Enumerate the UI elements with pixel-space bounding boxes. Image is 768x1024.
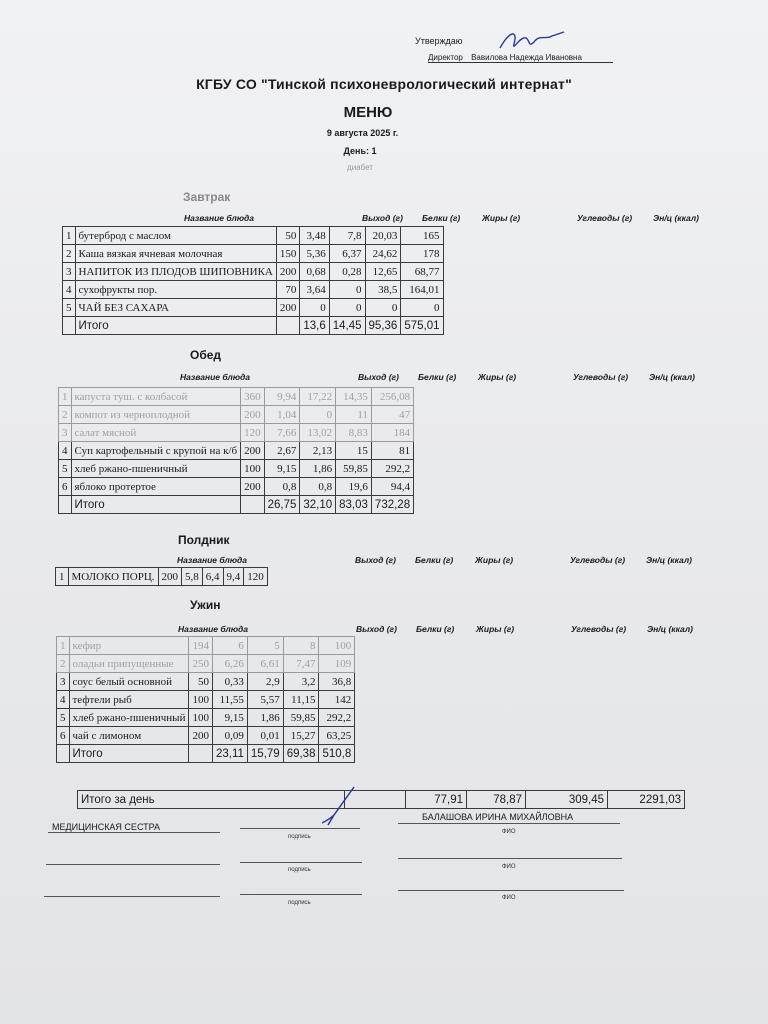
total-row	[59, 496, 414, 514]
row-number: 4	[63, 281, 76, 299]
dish-proteins: 9,15	[212, 709, 247, 727]
total-carbs: 95,36	[365, 317, 401, 335]
total-energy: 575,01	[401, 317, 443, 335]
row-number: 2	[63, 245, 76, 263]
dish-fats: 0	[329, 299, 365, 317]
total-empty-cell	[57, 745, 70, 763]
column-header: Белки (г)	[418, 372, 457, 382]
dish-fats: 0,8	[300, 478, 336, 496]
row-number: 1	[63, 227, 76, 245]
dish-energy: 165	[401, 227, 443, 245]
column-header: Эн/ц (ккал)	[647, 624, 693, 634]
meal-table	[58, 387, 414, 514]
row-number: 6	[57, 727, 70, 745]
column-header: Выход (г)	[356, 624, 397, 634]
dish-carbs: 14,35	[336, 388, 372, 406]
total-energy: 732,28	[371, 496, 413, 514]
table-row	[57, 637, 355, 655]
dish-energy: 292,2	[319, 709, 355, 727]
row-number: 6	[59, 478, 72, 496]
approved-label: Утверждаю	[415, 36, 463, 46]
signature-caption-1: подпись	[288, 834, 311, 840]
dish-name: НАПИТОК ИЗ ПЛОДОВ ШИПОВНИКА	[75, 263, 276, 281]
row-number: 4	[57, 691, 70, 709]
fio-caption-2: ФИО	[502, 864, 516, 870]
dish-carbs: 11	[336, 406, 372, 424]
dish-output: 70	[276, 281, 300, 299]
dish-name: оладьи припущенные	[69, 655, 189, 673]
total-proteins: 26,75	[264, 496, 300, 514]
dish-name: салат мясной	[71, 424, 241, 442]
day-total-carbs: 309,45	[526, 791, 608, 809]
dish-proteins: 0,68	[300, 263, 329, 281]
dish-proteins: 0,8	[264, 478, 300, 496]
column-header: Выход (г)	[358, 372, 399, 382]
dish-output: 100	[241, 460, 265, 478]
table-row	[57, 709, 355, 727]
total-label: Итого	[75, 317, 276, 335]
table-row	[57, 673, 355, 691]
dish-carbs: 38,5	[365, 281, 401, 299]
director-signature-icon	[490, 26, 570, 56]
row-number: 1	[59, 388, 72, 406]
column-header: Углеводы (г)	[570, 555, 626, 565]
dish-proteins: 6	[212, 637, 247, 655]
dish-carbs: 15	[336, 442, 372, 460]
dish-fats: 2,13	[300, 442, 336, 460]
total-row	[57, 745, 355, 763]
total-output	[276, 317, 300, 335]
dish-proteins: 0	[300, 299, 329, 317]
row-number: 3	[57, 673, 70, 691]
table-row	[59, 442, 414, 460]
row-number: 1	[56, 568, 69, 586]
dish-energy: 36,8	[319, 673, 355, 691]
dish-output: 360	[241, 388, 265, 406]
dish-proteins: 0,09	[212, 727, 247, 745]
dish-carbs: 15,27	[283, 727, 319, 745]
dish-output: 200	[276, 299, 300, 317]
pen-mark-icon	[320, 785, 360, 830]
total-proteins: 23,11	[212, 745, 247, 763]
director-label: Директор	[428, 53, 463, 62]
dish-output: 200	[241, 442, 265, 460]
signature-caption-2: подпись	[288, 867, 311, 873]
meal-title: Завтрак	[183, 190, 231, 204]
dish-name: Каша вязкая ячневая молочная	[75, 245, 276, 263]
dish-output: 120	[241, 424, 265, 442]
dish-energy: 68,77	[401, 263, 443, 281]
total-empty-cell	[63, 317, 76, 335]
nurse-name: БАЛАШОВА ИРИНА МИХАЙЛОВНА	[422, 812, 574, 822]
dish-proteins: 9,94	[264, 388, 300, 406]
column-header: Название блюда	[184, 213, 255, 223]
column-header: Углеводы (г)	[571, 624, 627, 634]
dish-proteins: 7,66	[264, 424, 300, 442]
dish-energy: 63,25	[319, 727, 355, 745]
column-header: Белки (г)	[422, 213, 461, 223]
dish-output: 200	[241, 478, 265, 496]
row-number: 3	[63, 263, 76, 281]
table-row	[59, 406, 414, 424]
signature-caption-3: подпись	[288, 900, 311, 906]
dish-carbs: 20,03	[365, 227, 401, 245]
meal-table	[56, 636, 355, 763]
dish-proteins: 3,48	[300, 227, 329, 245]
dish-carbs: 8,83	[336, 424, 372, 442]
row-number: 2	[59, 406, 72, 424]
table-row	[63, 245, 444, 263]
menu-title: МЕНЮ	[343, 104, 393, 121]
dish-name: чай с лимоном	[69, 727, 189, 745]
dish-energy: 142	[319, 691, 355, 709]
dish-energy: 109	[319, 655, 355, 673]
dish-name: соус белый основной	[69, 673, 189, 691]
total-fats: 15,79	[247, 745, 283, 763]
dish-energy: 81	[371, 442, 413, 460]
table-row	[59, 460, 414, 478]
total-fats: 14,45	[329, 317, 365, 335]
column-header: Название блюда	[177, 555, 248, 565]
meal-table	[55, 567, 268, 586]
dish-carbs: 59,85	[336, 460, 372, 478]
total-carbs: 83,03	[336, 496, 372, 514]
table-row	[63, 299, 444, 317]
column-header: Белки (г)	[416, 624, 455, 634]
dish-fats: 1,86	[300, 460, 336, 478]
organization-title: КГБУ СО "Тинской психоневрологический интернат"	[196, 76, 572, 92]
meal-table	[62, 226, 444, 335]
dish-name: ЧАЙ БЕЗ САХАРА	[75, 299, 276, 317]
dish-carbs: 24,62	[365, 245, 401, 263]
dish-carbs: 19,6	[336, 478, 372, 496]
dish-name: сухофрукты пор.	[75, 281, 276, 299]
table-row	[59, 388, 414, 406]
day-total-energy: 2291,03	[608, 791, 685, 809]
table-row	[63, 263, 444, 281]
dish-output: 100	[189, 709, 213, 727]
day-total-table	[77, 790, 685, 809]
table-row	[57, 655, 355, 673]
fio-caption-1: ФИО	[502, 829, 516, 835]
dish-output: 50	[189, 673, 213, 691]
meal-title: Обед	[190, 348, 222, 362]
dish-fats: 5,57	[247, 691, 283, 709]
table-row	[56, 568, 268, 586]
column-header: Эн/ц (ккал)	[646, 555, 692, 565]
dish-carbs: 59,85	[283, 709, 319, 727]
total-output	[241, 496, 265, 514]
nurse-label: МЕДИЦИНСКАЯ СЕСТРА	[52, 822, 161, 832]
dish-proteins: 1,04	[264, 406, 300, 424]
dish-name: тефтели рыб	[69, 691, 189, 709]
diet-label: диабет	[347, 163, 373, 172]
dish-proteins: 0,33	[212, 673, 247, 691]
column-header: Углеводы (г)	[577, 213, 633, 223]
table-row	[59, 424, 414, 442]
dish-output: 200	[241, 406, 265, 424]
column-header: Жиры (г)	[476, 624, 515, 634]
menu-day: День: 1	[343, 146, 377, 156]
dish-name: Суп картофельный с крупой на к/б	[71, 442, 241, 460]
dish-carbs: 11,15	[283, 691, 319, 709]
dish-carbs: 3,2	[283, 673, 319, 691]
table-row	[63, 227, 444, 245]
table-row	[63, 281, 444, 299]
dish-fats: 0,01	[247, 727, 283, 745]
dish-name: кефир	[69, 637, 189, 655]
dish-energy: 164,01	[401, 281, 443, 299]
column-header: Жиры (г)	[475, 555, 514, 565]
column-header: Эн/ц (ккал)	[649, 372, 695, 382]
dish-proteins: 3,64	[300, 281, 329, 299]
dish-energy: 47	[371, 406, 413, 424]
dish-energy: 184	[371, 424, 413, 442]
dish-fats: 5	[247, 637, 283, 655]
dish-proteins: 11,55	[212, 691, 247, 709]
column-header: Жиры (г)	[482, 213, 521, 223]
dish-fats: 2,9	[247, 673, 283, 691]
dish-fats: 0	[329, 281, 365, 299]
dish-output: 150	[276, 245, 300, 263]
total-label: Итого	[71, 496, 241, 514]
dish-fats: 0	[300, 406, 336, 424]
column-header: Название блюда	[178, 624, 249, 634]
table-row	[57, 691, 355, 709]
dish-fats: 13,02	[300, 424, 336, 442]
day-total-row	[78, 791, 685, 809]
total-carbs: 69,38	[283, 745, 319, 763]
total-empty-cell	[59, 496, 72, 514]
total-proteins: 13,6	[300, 317, 329, 335]
dish-fats: 6,37	[329, 245, 365, 263]
dish-proteins: 2,67	[264, 442, 300, 460]
dish-fats: 6,61	[247, 655, 283, 673]
director-name: Вавилова Надежда Ивановна	[471, 53, 582, 62]
dish-name: МОЛОКО ПОРЦ.	[68, 568, 158, 586]
dish-carbs: 0	[365, 299, 401, 317]
dish-name: хлеб ржано-пшеничный	[69, 709, 189, 727]
column-header: Выход (г)	[362, 213, 403, 223]
dish-output: 50	[276, 227, 300, 245]
row-number: 1	[57, 637, 70, 655]
day-total-fats: 78,87	[467, 791, 526, 809]
day-total-proteins: 77,91	[406, 791, 467, 809]
total-fats: 32,10	[300, 496, 336, 514]
column-header: Название блюда	[180, 372, 251, 382]
meal-title: Полдник	[178, 533, 230, 547]
dish-carbs: 9,4	[223, 568, 244, 586]
row-number: 5	[63, 299, 76, 317]
meal-title: Ужин	[190, 598, 221, 612]
column-header: Жиры (г)	[478, 372, 517, 382]
row-number: 4	[59, 442, 72, 460]
dish-energy: 120	[244, 568, 268, 586]
dish-name: хлеб ржано-пшеничный	[71, 460, 241, 478]
total-row	[63, 317, 444, 335]
director-line	[428, 53, 613, 63]
dish-proteins: 5,36	[300, 245, 329, 263]
dish-output: 250	[189, 655, 213, 673]
dish-name: бутерброд с маслом	[75, 227, 276, 245]
dish-carbs: 7,47	[283, 655, 319, 673]
dish-fats: 7,8	[329, 227, 365, 245]
dish-fats: 17,22	[300, 388, 336, 406]
dish-proteins: 5,8	[182, 568, 203, 586]
dish-name: компот из черноплодной	[71, 406, 241, 424]
dish-fats: 0,28	[329, 263, 365, 281]
dish-energy: 178	[401, 245, 443, 263]
row-number: 2	[57, 655, 70, 673]
table-row	[59, 478, 414, 496]
row-number: 5	[59, 460, 72, 478]
dish-proteins: 9,15	[264, 460, 300, 478]
dish-output: 200	[276, 263, 300, 281]
fio-caption-3: ФИО	[502, 895, 516, 901]
row-number: 5	[57, 709, 70, 727]
dish-carbs: 8	[283, 637, 319, 655]
dish-energy: 100	[319, 637, 355, 655]
menu-date: 9 августа 2025 г.	[326, 128, 399, 138]
dish-fats: 6,4	[202, 568, 223, 586]
total-label: Итого	[69, 745, 189, 763]
column-header: Выход (г)	[355, 555, 396, 565]
total-output	[189, 745, 213, 763]
row-number: 3	[59, 424, 72, 442]
dish-energy: 292,2	[371, 460, 413, 478]
dish-carbs: 12,65	[365, 263, 401, 281]
dish-output: 200	[189, 727, 213, 745]
column-header: Белки (г)	[415, 555, 454, 565]
dish-output: 100	[189, 691, 213, 709]
dish-output: 194	[189, 637, 213, 655]
dish-energy: 94,4	[371, 478, 413, 496]
dish-output: 200	[158, 568, 182, 586]
column-header: Эн/ц (ккал)	[653, 213, 699, 223]
dish-proteins: 6,26	[212, 655, 247, 673]
table-row	[57, 727, 355, 745]
dish-name: яблоко протертое	[71, 478, 241, 496]
dish-energy: 0	[401, 299, 443, 317]
column-header: Углеводы (г)	[573, 372, 629, 382]
dish-name: капуста туш. с колбасой	[71, 388, 241, 406]
dish-energy: 256,08	[371, 388, 413, 406]
dish-fats: 1,86	[247, 709, 283, 727]
total-energy: 510,8	[319, 745, 355, 763]
day-total-label: Итого за день	[78, 791, 345, 809]
